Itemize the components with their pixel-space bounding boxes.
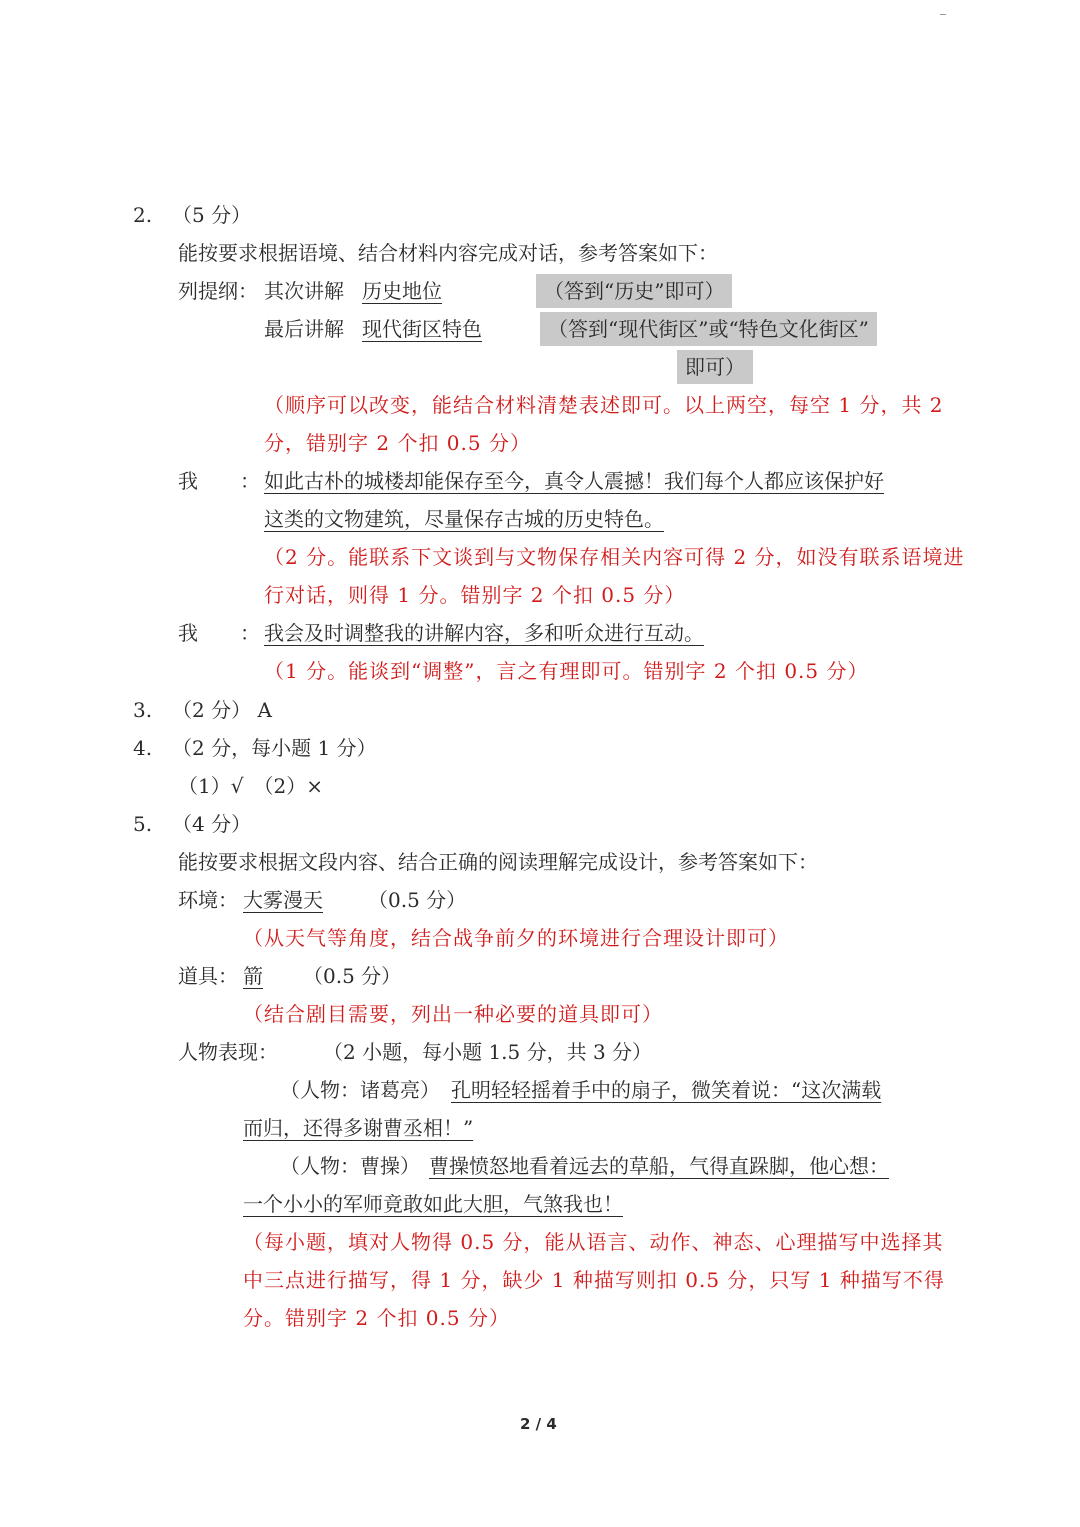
prop-label: 道具： xyxy=(178,964,238,988)
q2-note3: （1 分。能谈到“调整”，言之有理即可。错别字 2 个扣 0.5 分） xyxy=(264,659,869,683)
char1-line2: 而归，还得多谢曹丞相！” xyxy=(243,1116,474,1140)
dialogue-me1-line1: 如此古朴的城楼却能保存至今，真令人震撼！我们每个人都应该保护好 xyxy=(264,469,884,493)
outline-row2-prefix: 最后讲解 xyxy=(264,317,344,341)
q2-intro: 能按要求根据语境、结合材料内容完成对话，参考答案如下： xyxy=(178,241,718,265)
q5-number: 5. xyxy=(133,812,153,836)
corner-mark xyxy=(940,14,946,15)
outline-row1-hint: （答到“历史”即可） xyxy=(536,274,732,308)
outline-row2-hint-line1: （答到“现代街区”或“特色文化街区” xyxy=(540,312,877,346)
env-note: （从天气等角度，结合战争前夕的环境进行合理设计即可） xyxy=(243,926,789,950)
env-answer: 大雾漫天 xyxy=(243,888,323,912)
q4-number: 4. xyxy=(133,736,153,760)
q2-score: （5 分） xyxy=(172,203,252,227)
outline-label: 列提纲： xyxy=(178,279,258,303)
prop-answer: 箭 xyxy=(243,964,263,988)
char-label: 人物表现： xyxy=(178,1040,278,1064)
q5-note-line1: （每小题，填对人物得 0.5 分，能从语言、动作、神态、心理描写中选择其 xyxy=(243,1230,944,1254)
q5-note-line2: 中三点进行描写，得 1 分，缺少 1 种描写则扣 0.5 分，只写 1 种描写不得 xyxy=(243,1268,945,1292)
q2-note2-line1: （2 分。能联系下文谈到与文物保存相关内容可得 2 分，如没有联系语境进 xyxy=(264,545,965,569)
q5-note-line3: 分。错别字 2 个扣 0.5 分） xyxy=(243,1306,510,1330)
q4-text: （2 分，每小题 1 分） xyxy=(172,736,377,760)
env-score: （0.5 分） xyxy=(368,888,467,912)
outline-row2-hint-line2: 即可） xyxy=(677,350,753,384)
q4-answers: （1）√ （2）× xyxy=(178,774,323,798)
outline-row2-answer: 现代街区特色 xyxy=(362,317,482,341)
env-label: 环境： xyxy=(178,888,238,912)
outline-row1-answer: 历史地位 xyxy=(362,279,442,303)
q5-intro: 能按要求根据文段内容、结合正确的阅读理解完成设计，参考答案如下： xyxy=(178,850,818,874)
char2-line1: 曹操愤怒地看着远去的草船，气得直跺脚，他心想： xyxy=(429,1154,889,1178)
outline-row1-prefix: 其次讲解 xyxy=(264,279,344,303)
char1-prefix: （人物：诸葛亮） xyxy=(280,1078,440,1102)
q3-number: 3. xyxy=(133,698,153,722)
q2-note1-line1: （顺序可以改变，能结合材料清楚表述即可。以上两空，每空 1 分，共 2 xyxy=(264,393,944,417)
char-score: （2 小题，每小题 1.5 分，共 3 分） xyxy=(323,1040,653,1064)
char2-prefix: （人物：曹操） xyxy=(280,1154,420,1178)
dialogue-me1-label: 我 xyxy=(178,469,198,493)
dialogue-me1-colon: ： xyxy=(240,469,260,493)
dialogue-me1-line2: 这类的文物建筑，尽量保存古城的历史特色。 xyxy=(264,507,664,531)
q2-note2-line2: 行对话，则得 1 分。错别字 2 个扣 0.5 分） xyxy=(264,583,686,607)
char1-line1: 孔明轻轻摇着手中的扇子，微笑着说：“这次满载 xyxy=(451,1078,882,1102)
page-number: 2 / 4 xyxy=(520,1415,557,1433)
prop-score: （0.5 分） xyxy=(303,964,402,988)
q2-note1-line2: 分，错别字 2 个扣 0.5 分） xyxy=(264,431,531,455)
q2-number: 2. xyxy=(133,203,153,227)
q5-score: （4 分） xyxy=(172,812,252,836)
dialogue-me2-label: 我 xyxy=(178,621,198,645)
prop-note: （结合剧目需要，列出一种必要的道具即可） xyxy=(243,1002,663,1026)
dialogue-me2-line: 我会及时调整我的讲解内容，多和听众进行互动。 xyxy=(264,621,704,645)
dialogue-me2-colon: ： xyxy=(240,621,260,645)
char2-line2: 一个小小的军师竟敢如此大胆，气煞我也！ xyxy=(243,1192,623,1216)
q3-text: （2 分） A xyxy=(172,698,272,722)
